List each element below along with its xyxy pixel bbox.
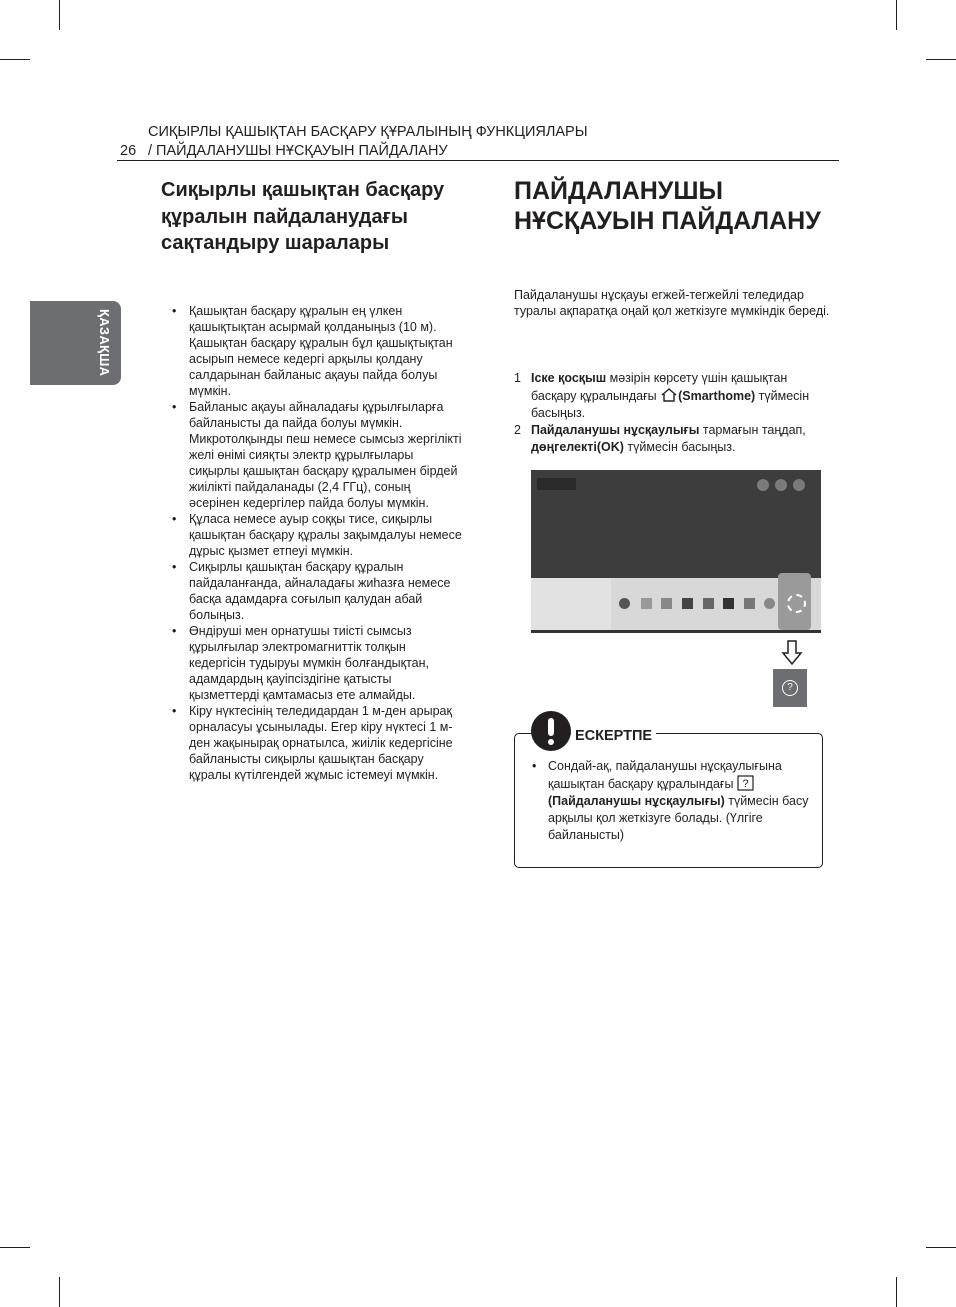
app-icon bbox=[661, 598, 672, 609]
crop-mark bbox=[0, 59, 30, 60]
launcher-bottom-edge bbox=[531, 630, 821, 633]
header-divider bbox=[117, 160, 839, 161]
launcher-panel bbox=[531, 578, 611, 631]
list-item: • Қашықтан басқару құралын ең үлкен қашықтықтан асырмай қолданыңыз (10 м). Қашықтан басқару құралын бұл қашықтықтан асырып немесе кедергі арқылы қолдану салдарынан байланыс ақауы пайда болуы мүмкін. bbox=[172, 303, 462, 399]
screenshot-dot bbox=[793, 479, 805, 491]
crop-mark bbox=[896, 1277, 897, 1307]
crop-mark bbox=[59, 0, 60, 30]
app-icon bbox=[619, 598, 630, 609]
precautions-list bbox=[172, 303, 462, 783]
step-keyword: Іске қосқыш bbox=[531, 371, 607, 385]
step-text: тармағын таңдап, bbox=[699, 423, 806, 437]
step-2 bbox=[514, 422, 826, 456]
step-1 bbox=[514, 370, 826, 422]
list-item: • Өндіруші мен орнатушы тиісті сымсыз құрылғылар электромагниттік толқын кедергісін тудыруы мүмкін болғандықтан, адамдардың қауіпсіздігіне қатысты қызметтерді қамтамасыз ете алмайды. bbox=[172, 623, 462, 703]
note-list bbox=[532, 758, 814, 844]
note-keyword: (Пайдаланушы нұсқаулығы) bbox=[548, 794, 725, 808]
crop-mark bbox=[926, 59, 956, 60]
user-guide-button-image bbox=[773, 669, 807, 707]
crop-mark bbox=[926, 1247, 956, 1248]
screenshot-title-block bbox=[537, 478, 576, 490]
app-icon bbox=[703, 598, 714, 609]
step-text: мәзірін көрсету үшін қашықтан басқару құралындағы bbox=[531, 371, 788, 403]
step-keyword: дөңгелекті(OK) bbox=[531, 440, 624, 454]
selection-ring bbox=[787, 594, 806, 613]
app-icon bbox=[744, 598, 755, 609]
note-text: түймесін басу арқылы қол жеткізуге болады. (Үлгіге байланысты) bbox=[548, 794, 809, 842]
help-icon bbox=[737, 775, 754, 791]
svg-text:?: ? bbox=[742, 778, 749, 790]
help-icon: ? bbox=[782, 680, 798, 696]
steps-list bbox=[514, 370, 826, 456]
crop-mark bbox=[896, 0, 897, 30]
precautions-heading: Сиқырлы қашықтан басқару құралын пайдаланудағы сақтандыру шаралары bbox=[161, 179, 445, 254]
list-item: • Құласа немесе ауыр соққы тисе, сиқырлы қашықтан басқару құралы зақымдалуы немесе дұрыс қызмет етпеуі мүмкін. bbox=[172, 511, 462, 559]
list-item: • Кіру нүктесінің теледидардан 1 м-ден арырақ орналасуы ұсынылады. Егер кіру нүктесі 1 м-ден жақынырақ орнатылса, жиілік кедергісіне байланысты сиқырлы қашықтан басқару құралы күтілгендей жұмыс істемеуі мүмкін. bbox=[172, 703, 462, 783]
list-item: • Сиқырлы қашықтан басқару құралын пайдаланғанда, айналадағы жиһазға немесе басқа адамдарға соғылып қалудан абай болыңыз. bbox=[172, 559, 462, 623]
app-icon bbox=[723, 598, 734, 609]
app-icon bbox=[682, 598, 693, 609]
down-arrow-icon bbox=[781, 640, 803, 666]
step-number: 2 bbox=[514, 423, 521, 437]
app-icon bbox=[641, 598, 652, 609]
tv-launcher-screenshot bbox=[531, 470, 821, 633]
step-keyword: (Smarthome) bbox=[678, 389, 756, 403]
header-line-1: СИҚЫРЛЫ ҚАШЫҚТАН БАСҚАРУ ҚҰРАЛЫНЫҢ ФУНКЦИЯЛАРЫ bbox=[148, 124, 588, 140]
step-number: 1 bbox=[514, 371, 521, 385]
crop-mark bbox=[59, 1277, 60, 1307]
warning-icon bbox=[531, 711, 571, 751]
intro-text: Пайдаланушы нұсқауы егжей-тегжейлі теледидар туралы ақпаратқа оңай қол жеткізуге мүмкіндік береді. bbox=[514, 288, 830, 318]
list-item bbox=[532, 758, 814, 844]
step-text: түймесін басыңыз. bbox=[531, 389, 810, 420]
crop-mark bbox=[0, 1247, 30, 1248]
step-keyword: Пайдаланушы нұсқаулығы bbox=[531, 423, 700, 437]
screenshot-dot bbox=[757, 479, 769, 491]
language-tab bbox=[30, 301, 121, 385]
header-line-2: / ПАЙДАЛАНУШЫ НҰСҚАУЫН ПАЙДАЛАНУ bbox=[148, 143, 448, 159]
step-text: түймесін басыңыз. bbox=[623, 440, 736, 454]
home-icon bbox=[660, 387, 678, 403]
screenshot-dot bbox=[775, 479, 787, 491]
user-guide-heading: ПАЙДАЛАНУШЫ НҰСҚАУЫН ПАЙДАЛАНУ bbox=[514, 177, 821, 235]
page-number: 26 bbox=[120, 143, 137, 159]
running-header bbox=[148, 123, 588, 161]
language-tab-label: ҚАЗАҚША bbox=[97, 309, 112, 377]
list-item: • Байланыс ақауы айналадағы құрылғыларға байланысты да пайда болуы мүмкін. Микротолқынды пеш немесе сымсыз жергілікті желі өнімі сияқты электр құрылғылары сиқырлы қашықтан басқару құралымен бірдей жиілікті пайдаланады (2,4 ГГц), соның әсерінен кедергілер пайда болуы мүмкін. bbox=[172, 399, 462, 511]
note-title: ЕСКЕРТПЕ bbox=[571, 726, 656, 746]
note-text: Сондай-ақ, пайдаланушы нұсқаулығына қашықтан басқару құралындағы bbox=[548, 759, 782, 791]
app-icon bbox=[764, 598, 775, 609]
